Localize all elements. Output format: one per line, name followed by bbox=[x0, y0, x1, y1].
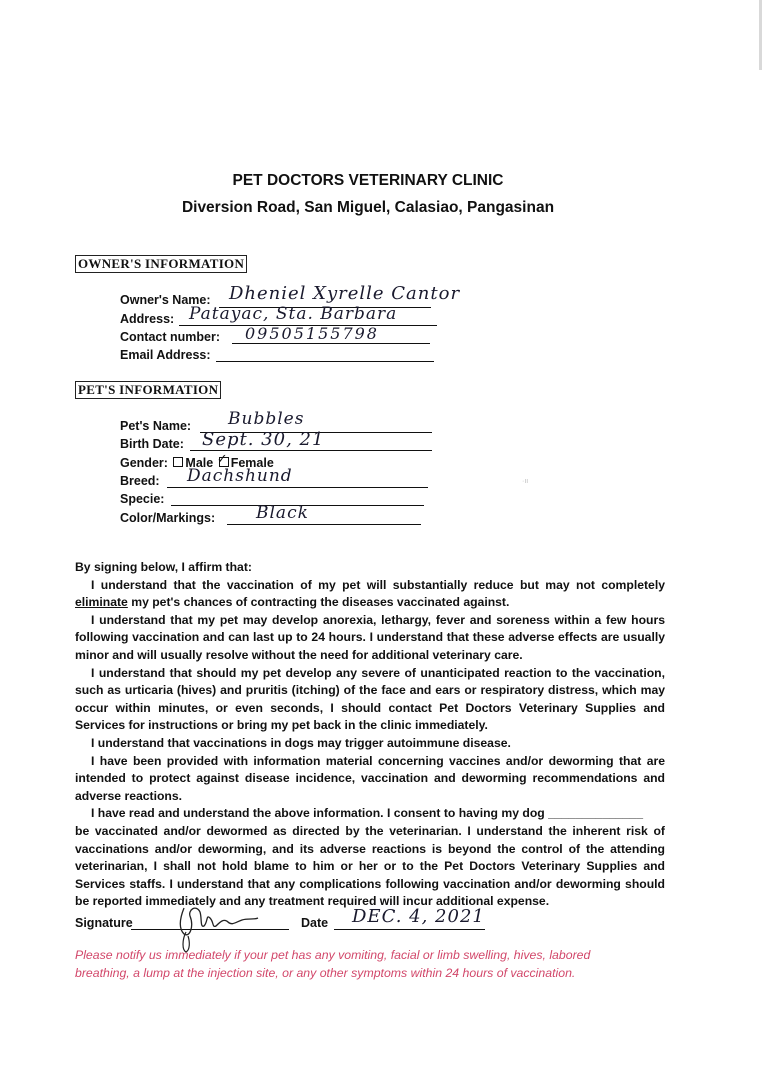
symptom-notice: Please notify us immediately if your pet has any vomiting, facial or limb swelling, hives, labored breathing, a lump at the injection site, or any other symptoms within 24 hours of vaccination. bbox=[75, 948, 591, 980]
clinic-address: Diversion Road, San Miguel, Calasiao, Pangasinan bbox=[181, 199, 555, 216]
scan-speck: ·ıı bbox=[522, 478, 529, 485]
consent-paragraph-6a: I have read and understand the above information. I consent to having my dog ______________ bbox=[91, 806, 643, 821]
date-line bbox=[334, 929, 485, 930]
owner-contact-value: 09505155798 bbox=[245, 324, 379, 343]
pet-specie-label: Specie: bbox=[120, 492, 165, 506]
date-label: Date bbox=[301, 916, 329, 930]
consent-text bbox=[75, 559, 665, 911]
owner-section-title: OWNER'S INFORMATION bbox=[75, 255, 247, 273]
owner-address-label: Address: bbox=[120, 312, 175, 326]
pet-section-title: PET'S INFORMATION bbox=[75, 381, 221, 399]
check-mark-icon: ✓ bbox=[216, 451, 228, 466]
pet-color-line bbox=[227, 524, 421, 525]
owner-name-value: Dheniel Xyrelle Cantor bbox=[229, 283, 461, 304]
owner-contact-line bbox=[232, 343, 430, 344]
pet-color-value: Black bbox=[256, 503, 309, 523]
owner-email-label: Email Address: bbox=[120, 348, 211, 362]
owner-address-value: Patayac, Sta. Barbara bbox=[189, 304, 398, 324]
consent-paragraph-4: I understand that vaccinations in dogs may trigger autoimmune disease. bbox=[91, 735, 511, 750]
consent-paragraph-5: I have been provided with information material concerning vaccines and/or deworming that are intended to protect against disease incidence, vaccination and deworming recommendations and adverse reactions. bbox=[75, 753, 665, 803]
consent-intro: By signing below, I affirm that: bbox=[75, 560, 252, 574]
gender-male-checkbox bbox=[173, 457, 183, 467]
pet-breed-value: Dachshund bbox=[187, 466, 293, 486]
date-value: DEC. 4, 2021 bbox=[352, 906, 485, 927]
pet-gender-label: Gender: bbox=[120, 456, 168, 470]
clinic-name: PET DOCTORS VETERINARY CLINIC bbox=[232, 172, 504, 189]
pet-name-value: Bubbles bbox=[228, 409, 305, 429]
consent-paragraph-2: I understand that my pet may develop anorexia, lethargy, fever and soreness within a few hours following vaccination and can last up to 24 hours. I understand that these adverse effects are usually minor and will usually resolve without the need for additional veterinary care. bbox=[75, 612, 665, 662]
pet-breed-label: Breed: bbox=[120, 474, 160, 488]
pet-birth-label: Birth Date: bbox=[120, 437, 184, 451]
pet-birth-value: Sept. 30, 21 bbox=[202, 429, 325, 450]
consent-paragraph-6b: be vaccinated and/or dewormed as directed by the veterinarian. I understand the inherent risk of vaccinations and/or deworming, and its adverse reactions is beyond the control of the attending veterinarian, I shall not hold blame to him or her or to the Pet Doctors Veterinary Supplies and Services staffs. I understand that any complications following vaccination and/or deworming should be reported immediately and any treatment required will incur additional expense. bbox=[75, 823, 665, 909]
pet-name-label: Pet's Name: bbox=[120, 419, 192, 433]
signature-label: Signature bbox=[75, 916, 133, 930]
gender-female-label: Female bbox=[230, 456, 274, 470]
owner-contact-label: Contact number: bbox=[120, 330, 220, 344]
pet-breed-line bbox=[167, 487, 428, 488]
consent-paragraph-1: I understand that the vaccination of my pet will substantially reduce but may not completely eliminate my pet's chances of contracting the diseases vaccinated against. bbox=[75, 577, 665, 610]
owner-name-label: Owner's Name: bbox=[120, 293, 211, 307]
gender-male-label: Male bbox=[185, 456, 214, 470]
consent-paragraph-3: I understand that should my pet develop any severe of unanticipated reaction to the vaccination, such as urticaria (hives) and pruritis (itching) of the face and ears or respiratory distress, which may occur within minutes, or even seconds, I should contact Pet Doctors Veterinary Supplies and Services for instructions or bring my pet back in the clinic immediately. bbox=[75, 665, 665, 733]
pet-color-label: Color/Markings: bbox=[120, 511, 216, 525]
owner-email-line bbox=[216, 361, 434, 362]
